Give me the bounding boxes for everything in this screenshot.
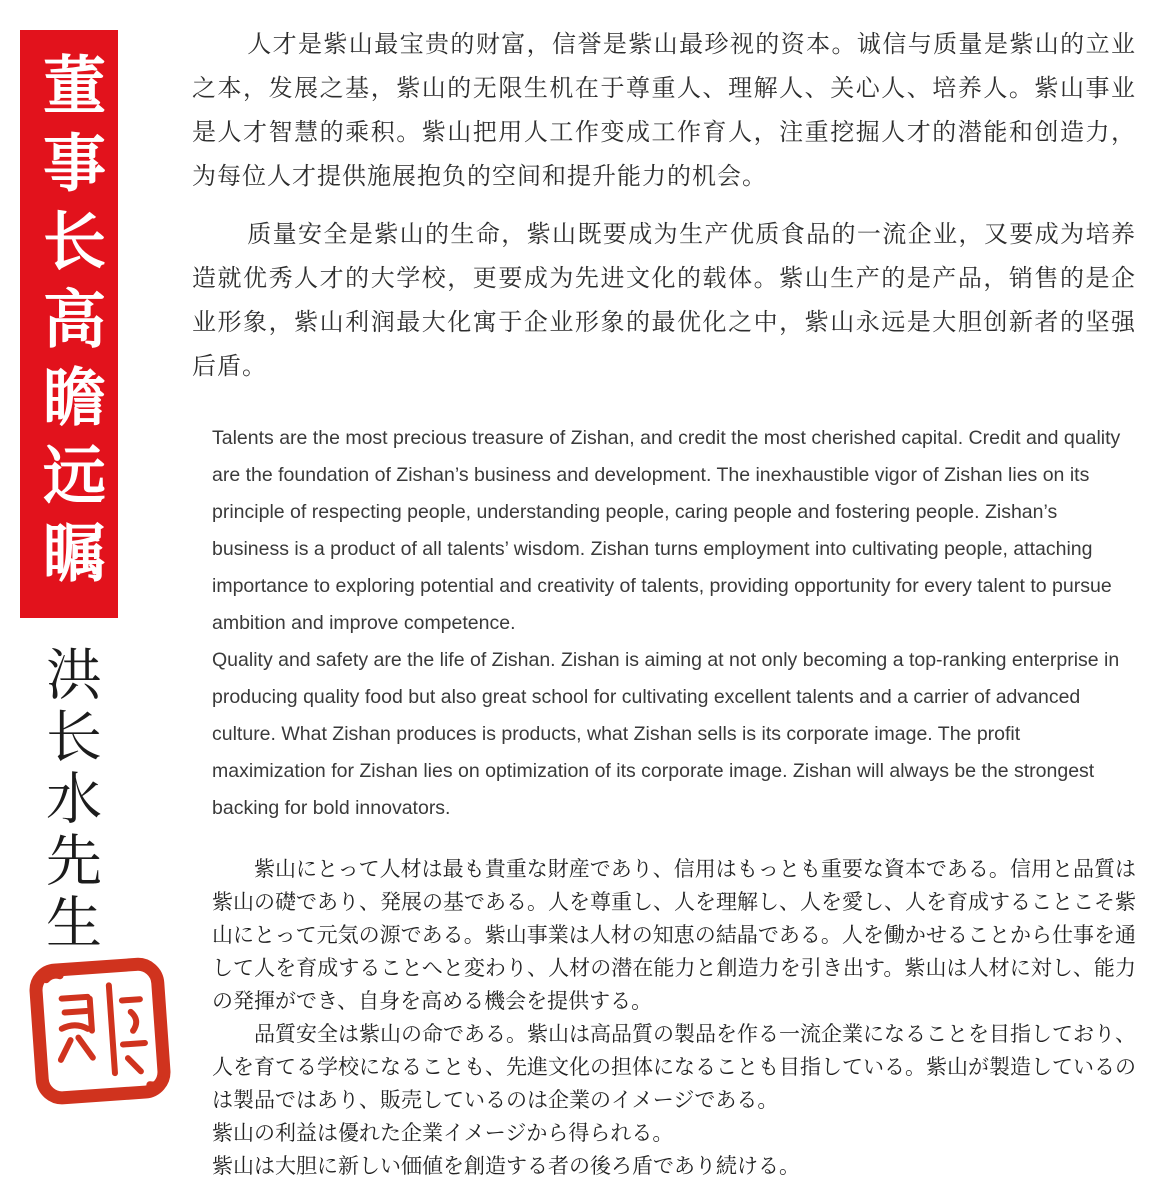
main-content — [192, 22, 1136, 1183]
japanese-paragraph-4: 紫山は大胆に新しい価値を創造する者の後ろ盾であり続ける。 — [212, 1154, 800, 1178]
english-section — [192, 420, 1136, 827]
english-paragraph-2: Quality and safety are the life of Zishan. Zishan is aiming at not only becoming a top-ranking enterprise in producing quality food but also great school for cultivating excellent talents and a carrier of advanced culture. What Zishan produces is products, what Zishan sells is its corporate image. The profit maximization for Zishan lies on optimization of its corporate image. Zishan will always be the strongest backing for bold innovators. — [212, 649, 1120, 819]
japanese-paragraph-1: 紫山にとって人材は最も貴重な財産であり、信用はもっとも重要な資本である。信用と品質は紫山の礎であり、発展の基である。人を尊重し、人を理解し、人を愛し、人を育成することこそ紫山にとって元気の源である。紫山事業は人材の知恵の結晶である。人を働かせることから仕事を通して人を育成することへと変わり、人材の潜在能力と創造力を引き出す。紫山は人材に対し、能力の発揮ができ、自身を高める機会を提供する。 — [212, 857, 1136, 1013]
japanese-section — [192, 853, 1136, 1183]
chinese-paragraph-2: 质量安全是紫山的生命，紫山既要成为生产优质食品的一流企业，又要成为培养造就优秀人才的大学校，更要成为先进文化的载体。紫山生产的是产品，销售的是企业形象，紫山利润最大化寓于企业形象的最优化之中，紫山永远是大胆创新者的坚强后盾。 — [192, 220, 1136, 380]
banner-vertical-text: 董事长高瞻远瞩 — [33, 52, 106, 598]
seal-icon — [26, 952, 176, 1110]
chinese-section — [192, 22, 1136, 388]
chairman-name-vertical-text: 洪长水先生 — [37, 645, 102, 955]
red-seal-stamp — [26, 952, 176, 1110]
english-paragraph-1: Talents are the most precious treasure of Zishan, and credit the most cherished capital. Credit and quality are the foundation of Zishan’s business and development. The inexhaustible vigor of Zishan lies on its principle of respecting people, understanding people, caring people and fostering people. Zishan’s business is a product of all talents’ wisdom. Zishan turns employment into cultivating people, attaching importance to exploring potential and creativity of talents, providing opportunity for every talent to pursue ambition and improve competence. — [212, 427, 1121, 634]
chinese-paragraph-1: 人才是紫山最宝贵的财富，信誉是紫山最珍视的资本。诚信与质量是紫山的立业之本，发展之基，紫山的无限生机在于尊重人、理解人、关心人、培养人。紫山事业是人才智慧的乘积。紫山把用人工作变成工作育人，注重挖掘人才的潜能和创造力，为每位人才提供施展抱负的空间和提升能力的机会。 — [192, 30, 1136, 190]
japanese-paragraph-2: 品質安全は紫山の命である。紫山は高品質の製品を作る一流企業になることを目指しており、人を育てる学校になることも、先進文化の担体になることも目指している。紫山が製造しているのは製品ではあり、販売しているのは企業のイメージである。 — [212, 1022, 1136, 1112]
chairman-title-banner — [20, 30, 118, 618]
japanese-paragraph-3: 紫山の利益は優れた企業イメージから得られる。 — [212, 1121, 674, 1145]
